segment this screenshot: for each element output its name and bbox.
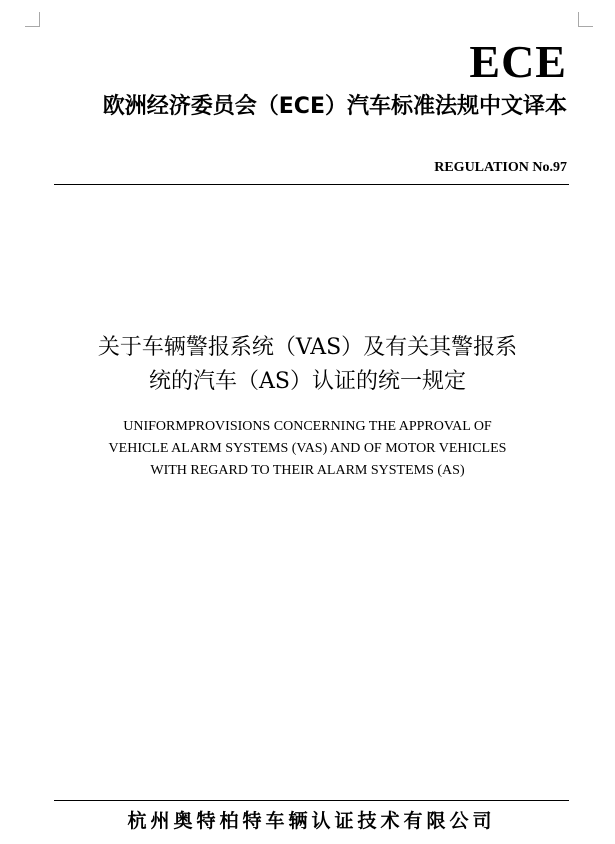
header-divider bbox=[54, 184, 569, 185]
english-title-line-3: WITH REGARD TO THEIR ALARM SYSTEMS (AS) bbox=[150, 463, 465, 478]
crop-mark-top-right bbox=[578, 12, 593, 27]
regulation-number: REGULATION No.97 bbox=[434, 160, 567, 175]
english-title-line-2: VEHICLE ALARM SYSTEMS (VAS) AND OF MOTOR VEHICLES bbox=[108, 441, 507, 456]
footer-divider bbox=[54, 800, 569, 801]
crop-mark-top-left bbox=[25, 12, 40, 27]
document-series-title: 欧洲经济委员会（ECE）汽车标准法规中文译本 bbox=[102, 94, 567, 119]
english-title bbox=[40, 416, 575, 482]
english-title-line-1: UNIFORMPROVISIONS CONCERNING THE APPROVAL OF bbox=[123, 419, 492, 434]
chinese-title-line-1: 关于车辆警报系统（VAS）及有关其警报系 bbox=[97, 335, 518, 360]
chinese-title bbox=[40, 331, 575, 399]
ece-mark: ECE bbox=[469, 36, 567, 87]
chinese-title-line-2: 统的汽车（AS）认证的统一规定 bbox=[149, 369, 466, 394]
publisher-name: 杭州奥特柏特车辆认证技术有限公司 bbox=[127, 810, 496, 832]
